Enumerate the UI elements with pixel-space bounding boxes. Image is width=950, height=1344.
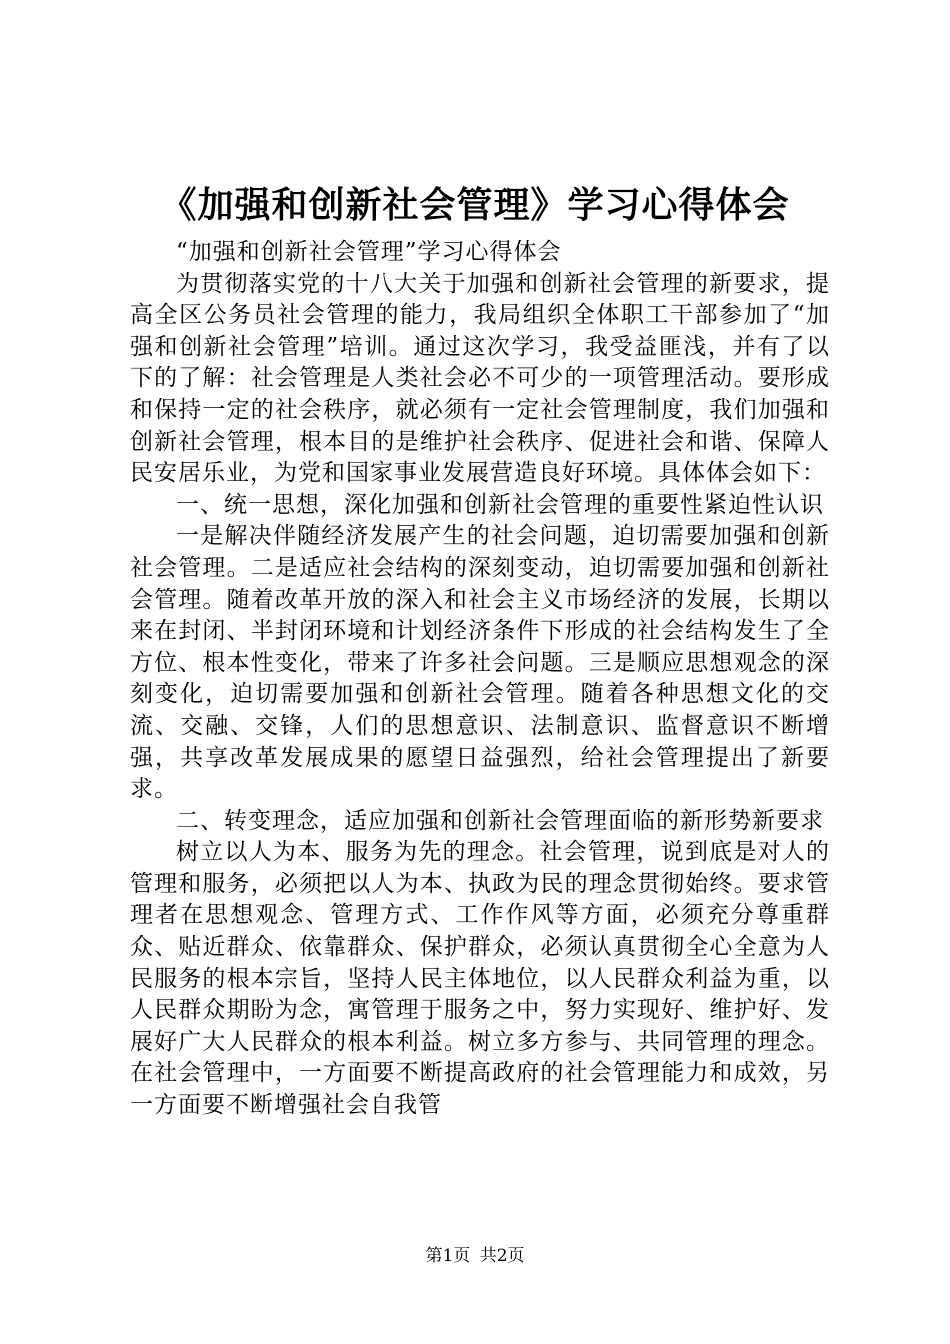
page-total: 共2页 — [479, 1246, 525, 1266]
page-number: 第1页 — [425, 1246, 471, 1266]
document-title: 《加强和创新社会管理》学习心得体会 — [160, 185, 790, 226]
document-body — [130, 237, 830, 1122]
page-footer — [0, 1244, 950, 1268]
paragraph-intro: 为贯彻落实党的十八大关于加强和创新社会管理的新要求，提高全区公务员社会管理的能力，我局组织全体职工干部参加了“加强和创新社会管理”培训。通过这次学习，我受益匪浅，并有了以下的了解：社会管理是人类社会必不可少的一项管理活动。要形成和保持一定的社会秩序，就必须有一定社会管理制度，我们加强和创新社会管理，根本目的是维护社会秩序、促进社会和谐、保障人民安居乐业，为党和国家事业发展营造良好环境。具体体会如下： — [130, 270, 830, 487]
paragraph-section-2: 树立以人为本、服务为先的理念。社会管理，说到底是对人的管理和服务，必须把以人为本、执政为民的理念贯彻始终。要求管理者在思想观念、管理方式、工作作风等方面，必须充分尊重群众、贴近群众、依靠群众、保护群众，必须认真贯彻全心全意为人民服务的根本宗旨，坚持人民主体地位，以人民群众利益为重，以人民群众期盼为念，寓管理于服务之中，努力实现好、维护好、发展好广大人民群众的根本利益。树立多方参与、共同管理的理念。在社会管理中，一方面要不断提高政府的社会管理能力和成效，另一方面要不断增强社会自我管 — [130, 839, 830, 1119]
paragraph-subtitle: “加强和创新社会管理”学习心得体会 — [176, 239, 562, 265]
section-heading-2: 二、转变理念，适应加强和创新社会管理面临的新形势新要求 — [176, 807, 824, 834]
section-heading-1: 一、统一思想，深化加强和创新社会管理的重要性紧迫性认识 — [176, 491, 824, 518]
paragraph-section-1: 一是解决伴随经济发展产生的社会问题，迫切需要加强和创新社会管理。二是适应社会结构的深刻变动，迫切需要加强和创新社会管理。随着改革开放的深入和社会主义市场经济的发展，长期以来在封闭、半封闭环境和计划经济条件下形成的社会结构发生了全方位、根本性变化，带来了许多社会问题。三是顺应思想观念的深刻变化，迫切需要加强和创新社会管理。随着各种思想文化的交流、交融、交锋，人们的思想意识、法制意识、监督意识不断增强，共享改革发展成果的愿望日益强烈，给社会管理提出了新要求。 — [130, 523, 830, 803]
